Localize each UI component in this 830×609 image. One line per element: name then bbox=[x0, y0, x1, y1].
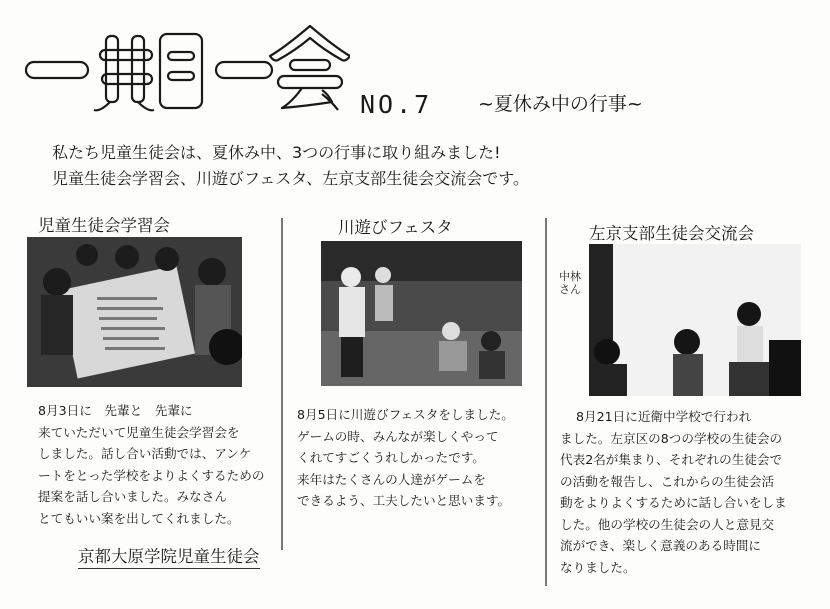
river-festival-photo bbox=[321, 241, 522, 386]
column-body-study-meeting bbox=[38, 400, 264, 529]
body-line: 代表2名が集まり、それぞれの生徒会で bbox=[560, 452, 783, 467]
body-line: した。他の学校の生徒会の人と意見交 bbox=[560, 516, 775, 532]
issue-subtitle: ~夏休み中の行事~ bbox=[478, 93, 643, 115]
body-line: 流ができ、楽しく意義のある時間に bbox=[560, 538, 761, 553]
intro-paragraph bbox=[52, 140, 612, 192]
column-body-river-festival bbox=[297, 404, 514, 512]
column-heading-study-meeting: 児童生徒会学習会 bbox=[38, 212, 170, 238]
body-line: できるよう、工夫したいと思います。 bbox=[297, 493, 511, 508]
issue-number: NO.7 bbox=[360, 90, 433, 119]
title-lettering bbox=[20, 18, 350, 118]
body-line: なりました。 bbox=[560, 559, 636, 575]
column-divider bbox=[281, 218, 283, 550]
body-line: 来年はたくさんの人達がゲームを bbox=[297, 471, 486, 487]
body-line: ました。左京区の8つの学校の生徒会の bbox=[560, 430, 783, 446]
handwritten-note: 中林さん bbox=[559, 270, 581, 296]
intro-line: 児童生徒会学習会、川遊びフェスタ、左京支部生徒会交流会です。 bbox=[52, 169, 529, 188]
body-line: 提案を話し合いました。みなさん bbox=[38, 489, 227, 504]
body-line: しました。話し合い活動では、アンケ bbox=[38, 446, 252, 461]
body-line: 8月5日に川遊びフェスタをしました。 bbox=[297, 407, 514, 422]
intro-line: 私たち児童生徒会は、夏休み中、3つの行事に取り組みました! bbox=[52, 143, 501, 162]
column-divider bbox=[545, 218, 547, 586]
body-line: の活動を報告し、これからの生徒会活 bbox=[560, 473, 775, 489]
body-line: 8月21日に近衛中学校で行われ bbox=[576, 409, 752, 424]
body-line: ートをとった学校をよりよくするための bbox=[38, 467, 265, 483]
body-line: とてもいい案を出してくれました。 bbox=[38, 510, 240, 526]
column-heading-exchange-meeting: 左京支部生徒会交流会 bbox=[589, 220, 754, 246]
column-heading-river-festival: 川遊びフェスタ bbox=[338, 218, 453, 237]
body-line: 来ていただいて児童生徒会学習会を bbox=[38, 424, 240, 440]
students-meeting-photo bbox=[27, 237, 242, 387]
newsletter-title bbox=[20, 18, 350, 118]
exchange-meeting-photo bbox=[589, 244, 801, 396]
column-body-exchange-meeting bbox=[560, 406, 787, 578]
body-line: 動をよりよくするために話し合いをしま bbox=[560, 495, 787, 510]
school-name-footer: 京都大原学院児童生徒会 bbox=[78, 543, 260, 569]
body-line: ゲームの時、みんなが楽しくやって bbox=[297, 428, 499, 444]
body-line: 8月3日に 先輩と 先輩に bbox=[38, 403, 193, 418]
body-line: くれてすごくうれしかったです。 bbox=[297, 450, 485, 465]
